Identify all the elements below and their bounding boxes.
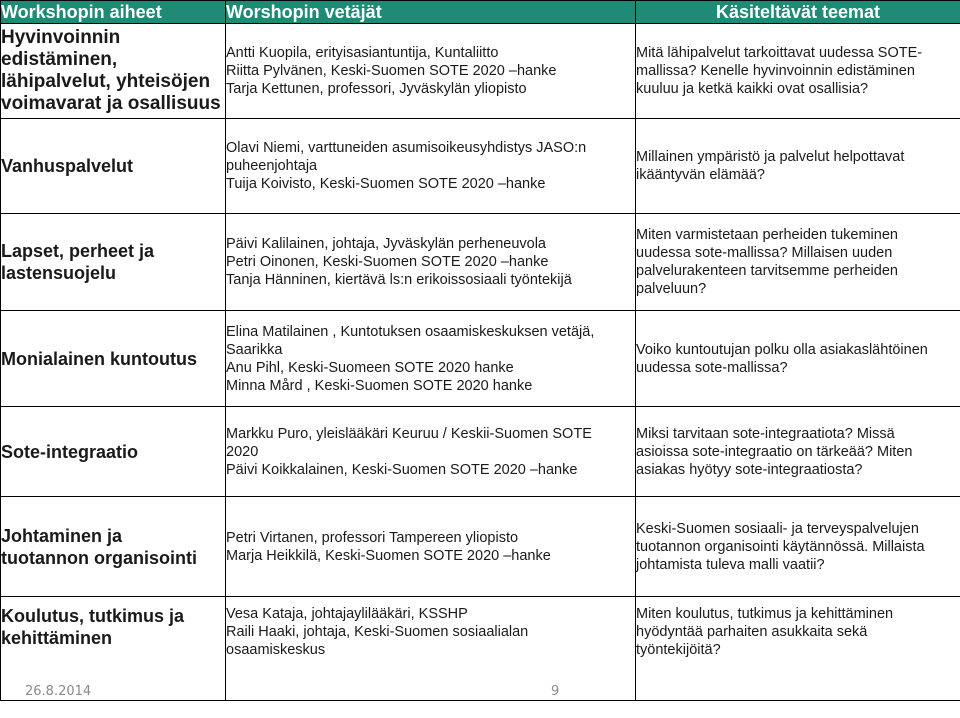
workshop-themes-line: uudessa sote-mallissa? bbox=[636, 359, 788, 376]
workshop-leaders-line: Petri Virtanen, professori Tampereen yliopisto bbox=[226, 529, 519, 546]
workshop-topic-line: Koulutus, tutkimus ja bbox=[1, 606, 185, 626]
workshop-topic-cell bbox=[1, 497, 226, 597]
workshop-leaders-line: Päivi Koikkalainen, Keski-Suomen SOTE 2020 –hanke bbox=[226, 461, 578, 478]
workshop-topic-cell bbox=[1, 311, 226, 407]
workshop-themes-line: hyödyntää parhaiten asukkaita sekä bbox=[636, 624, 868, 640]
workshop-topic-line: Sote-integraatio bbox=[1, 441, 139, 462]
workshop-leaders-line: Raili Haaki, johtaja, Keski-Suomen sosiaalialan bbox=[226, 624, 529, 640]
workshop-leaders-cell bbox=[226, 407, 636, 497]
workshop-topic-line: voimavarat ja osallisuus bbox=[1, 93, 221, 114]
workshop-topic-line: lähipalvelut, yhteisöjen bbox=[1, 71, 211, 92]
workshop-themes-line: asioissa sote-integraatio on tärkeää? Miten bbox=[636, 443, 913, 460]
workshop-leaders-line: Minna Mård , Keski-Suomen SOTE 2020 hanke bbox=[226, 377, 533, 394]
workshop-themes-cell bbox=[636, 311, 960, 407]
workshop-themes-line: tuotannon organisointi käytännössä. Millaista bbox=[636, 538, 925, 555]
workshop-topic-line: Monialainen kuntoutus bbox=[1, 348, 197, 369]
footer-page-number: 9 bbox=[551, 684, 560, 699]
workshop-leaders-cell bbox=[226, 214, 636, 311]
workshop-leaders-line: Vesa Kataja, johtajaylilääkäri, KSSHP bbox=[226, 606, 468, 622]
workshop-topic-cell bbox=[1, 24, 226, 119]
table-row bbox=[1, 497, 960, 597]
workshop-leaders-line: osaamiskeskus bbox=[226, 642, 326, 658]
workshop-leaders-cell bbox=[226, 497, 636, 597]
header-workshop-leaders: Worshopin vetäjät bbox=[226, 1, 636, 24]
workshop-themes-line: ikääntyvän elämää? bbox=[636, 167, 765, 183]
workshop-leaders-line: Riitta Pylvänen, Keski-Suomen SOTE 2020 –hanke bbox=[226, 63, 557, 79]
workshop-themes-cell bbox=[636, 497, 960, 597]
workshop-leaders-line: 2020 bbox=[226, 443, 259, 460]
workshop-themes-line: työntekijöitä? bbox=[636, 642, 721, 658]
workshop-themes-line: Keski-Suomen sosiaali- ja terveyspalvelujen bbox=[636, 520, 919, 537]
table-row bbox=[1, 311, 960, 407]
table-row bbox=[1, 214, 960, 311]
workshop-themes-line: palveluun? bbox=[636, 281, 707, 297]
workshop-leaders-line: Tuija Koivisto, Keski-Suomen SOTE 2020 –hanke bbox=[226, 176, 546, 192]
table-row bbox=[1, 597, 960, 701]
footer-date: 26.8.2014 bbox=[25, 684, 92, 699]
table-row bbox=[1, 24, 960, 119]
workshop-topic-line: tuotannon organisointi bbox=[1, 547, 197, 568]
workshop-topic-line: lastensuojelu bbox=[1, 263, 117, 283]
workshop-leaders-line: Antti Kuopila, erityisasiantuntija, Kuntaliitto bbox=[226, 45, 499, 61]
workshop-leaders-line: puheenjohtaja bbox=[226, 158, 318, 174]
workshop-leaders-line: Tanja Hänninen, kiertävä ls:n erikoissosiaali työntekijä bbox=[226, 272, 572, 288]
workshop-themes-line: uudessa sote-mallissa? Millaisen uuden bbox=[636, 245, 893, 261]
workshop-topic-cell bbox=[1, 119, 226, 214]
workshop-themes-line: Miten koulutus, tutkimus ja kehittäminen bbox=[636, 606, 894, 622]
table-header-row bbox=[1, 1, 960, 24]
workshop-themes-line: asiakas hyötyy sote-integraatiosta? bbox=[636, 461, 863, 478]
workshop-themes-line: Miten varmistetaan perheiden tukeminen bbox=[636, 227, 898, 243]
workshop-themes-line: Miksi tarvitaan sote-integraatiota? Missä bbox=[636, 425, 895, 442]
workshop-leaders-cell bbox=[226, 119, 636, 214]
workshop-themes-cell bbox=[636, 119, 960, 214]
workshop-topic-line: edistäminen, bbox=[1, 49, 118, 70]
header-workshop-topics: Workshopin aiheet bbox=[1, 1, 226, 24]
workshop-leaders-line: Petri Oinonen, Keski-Suomen SOTE 2020 –hanke bbox=[226, 254, 549, 270]
workshop-leaders-cell bbox=[226, 311, 636, 407]
table-row bbox=[1, 407, 960, 497]
workshop-leaders-cell bbox=[226, 597, 636, 701]
workshop-themes-line: Millainen ympäristö ja palvelut helpottavat bbox=[636, 149, 905, 165]
workshop-leaders-line: Anu Pihl, Keski-Suomeen SOTE 2020 hanke bbox=[226, 359, 514, 376]
workshop-leaders-line: Markku Puro, yleislääkäri Keuruu / Keskii-Suomen SOTE bbox=[226, 425, 592, 442]
workshop-themes-line: johtamista tuleva malli vaatii? bbox=[636, 556, 825, 573]
workshop-leaders-cell bbox=[226, 24, 636, 119]
workshop-themes-line: Mitä lähipalvelut tarkoittavat uudessa SOTE- bbox=[636, 45, 923, 61]
table-row bbox=[1, 119, 960, 214]
workshop-themes-line: mallissa? Kenelle hyvinvoinnin edistäminen bbox=[636, 63, 915, 79]
workshop-themes-cell bbox=[636, 407, 960, 497]
workshop-themes-cell bbox=[636, 24, 960, 119]
workshop-topic-line: Johtaminen ja bbox=[1, 525, 123, 546]
workshop-topic-line: kehittäminen bbox=[1, 628, 113, 648]
workshop-topic-cell bbox=[1, 407, 226, 497]
workshop-leaders-line: Olavi Niemi, varttuneiden asumisoikeusyhdistys JASO:n bbox=[226, 140, 587, 156]
header-themes: Käsiteltävät teemat bbox=[636, 1, 960, 24]
workshop-themes-line: kuuluu ja ketkä kaikki ovat osallisia? bbox=[636, 81, 869, 97]
workshop-topic-cell bbox=[1, 214, 226, 311]
workshop-topic-line: Hyvinvoinnin bbox=[1, 27, 121, 48]
workshop-leaders-line: Päivi Kalilainen, johtaja, Jyväskylän perheneuvola bbox=[226, 236, 546, 252]
workshop-themes-cell bbox=[636, 597, 960, 701]
workshop-leaders-line: Tarja Kettunen, professori, Jyväskylän yliopisto bbox=[226, 81, 527, 97]
workshop-themes-line: Voiko kuntoutujan polku olla asiakaslähtöinen bbox=[636, 341, 928, 358]
workshop-topic-line: Lapset, perheet ja bbox=[1, 241, 155, 261]
workshop-leaders-line: Saarikka bbox=[226, 341, 283, 358]
workshop-leaders-line: Elina Matilainen , Kuntotuksen osaamiskeskuksen vetäjä, bbox=[226, 323, 595, 340]
workshop-leaders-line: Marja Heikkilä, Keski-Suomen SOTE 2020 –hanke bbox=[226, 547, 551, 564]
workshop-themes-cell bbox=[636, 214, 960, 311]
workshop-topic-line: Vanhuspalvelut bbox=[1, 156, 134, 176]
workshop-themes-line: palvelurakenteen tarvitsemme perheiden bbox=[636, 263, 898, 279]
